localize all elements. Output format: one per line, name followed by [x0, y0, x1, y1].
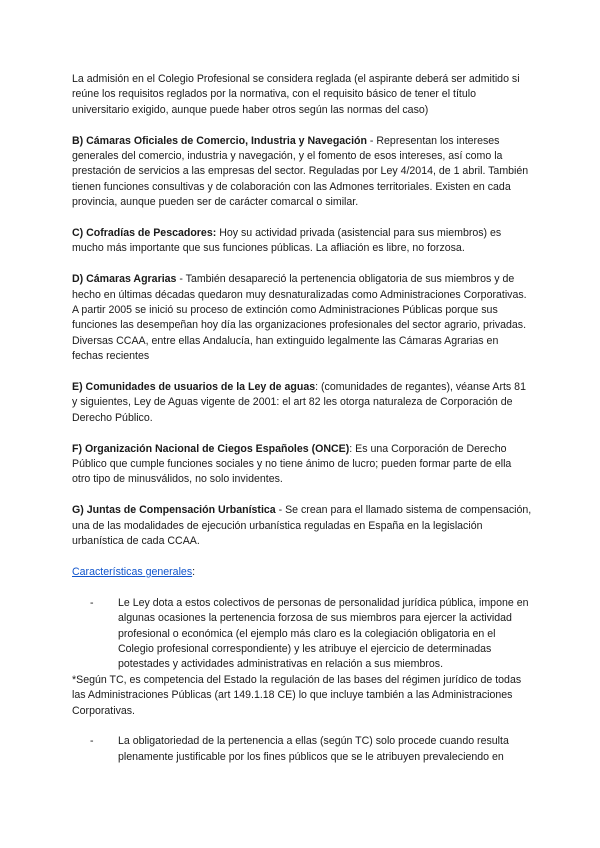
- section-d-heading: D) Cámaras Agrarias: [72, 273, 177, 286]
- section-f: [72, 442, 532, 488]
- section-f-text: : Es una Corporación de Derecho Público que cumple funciones sociales y no tiene ánimo de lucro; pueden formar parte de ella otro tipo de minusválidos, no solo invidentes.: [72, 442, 512, 486]
- section-d-text: - También desapareció la pertenencia obligatoria de sus miembros y de hecho en últimas décadas quedaron muy desnaturalizadas como Administraciones Corporativas. A partir 2005 se inició su proceso de extinción como Administraciones Públicas porque sus funciones las desempeñan hoy día las organizaciones profesionales del sector agrario, privadas. Diversas CCAA, entre ellas Andalucía, han extinguido legalmente las Cámaras Agrarias en fechas recientes: [72, 273, 527, 363]
- bullet-dash: -: [90, 596, 94, 609]
- section-g-heading: G) Juntas de Compensación Urbanística: [72, 504, 276, 517]
- features-title-link[interactable]: Características generales: [72, 565, 193, 578]
- section-e: [72, 380, 532, 426]
- section-b-heading: B) Cámaras Oficiales de Comercio, Industria y Navegación: [72, 134, 367, 147]
- section-b-text: - Representan los intereses generales del comercio, industria y navegación, y el fomento de esos intereses, así como la prestación de servicios a las empresas del sector. Reguladas por Ley 4/2014, de 1 abril. También tienen funciones consultivas y de colaboración con las Admones territoriales. Existen en cada provincia, aunque pueden ser de carácter comarcal o similar.: [72, 134, 529, 209]
- features-bullet-1-text: Le Ley dota a estos colectivos de personas de personalidad jurídica pública, impone en algunas ocasiones la pertenencia forzosa de sus miembros para ejercer la actividad profesional o económica (el ejemplo más claro es la colegiación obligatoria en el Colegio profesional correspondiente) y les atribuye el ejercicio de determinadas potestades y actividades administrativas en relación a sus miembros.: [118, 596, 529, 671]
- intro-paragraph: La admisión en el Colegio Profesional se considera reglada (el aspirante deberá ser admitido si reúne los requisitos reglados por la normativa, con el requisito básico de tener el título universitario exigido, aunque puede haber otros según las normas del caso): [72, 73, 520, 116]
- section-d: [72, 272, 532, 364]
- section-g-text: - Se crean para el llamado sistema de compensación, una de las modalidades de ejecución urbanística reguladas en España en la legislación urbanística de cada CCAA.: [72, 504, 532, 548]
- section-f-heading: F) Organización Nacional de Ciegos Españoles (ONCE): [72, 442, 350, 455]
- features-bullet-2: [72, 734, 532, 765]
- section-e-text: : (comunidades de regantes), véanse Arts 81 y siguientes, Ley de Aguas vigente de 2001: el art 82 les otorga naturaleza de Corporación de Derecho Público.: [72, 381, 526, 424]
- section-c-text: Hoy su actividad privada (asistencial para sus miembros) es mucho más importante que sus funciones públicas. La afliación es libre, no forzosa.: [72, 227, 502, 255]
- features-heading: [72, 565, 532, 580]
- section-e-heading: E) Comunidades de usuarios de la Ley de aguas: [72, 381, 316, 394]
- section-c: [72, 226, 532, 257]
- features-note: *Según TC, es competencia del Estado la regulación de las bases del régimen jurídico de todas las Administraciones Públicas (art 149.1.18 CE) lo que incluye también a las Administraciones Corporativas.: [72, 673, 522, 717]
- bullet-dash: -: [90, 735, 94, 748]
- features-title-suffix: :: [192, 565, 196, 578]
- section-c-heading: C) Cofradías de Pescadores:: [72, 227, 217, 240]
- document-page: [72, 72, 532, 765]
- features-bullet-2-text: La obligatoriedad de la pertenencia a ellas (según TC) solo procede cuando resulta plenamente justificable por los fines públicos que se le atribuyen prevaleciendo en: [118, 735, 509, 763]
- section-g: [72, 503, 532, 549]
- section-b: [72, 134, 532, 211]
- features-bullet-1: [72, 596, 532, 673]
